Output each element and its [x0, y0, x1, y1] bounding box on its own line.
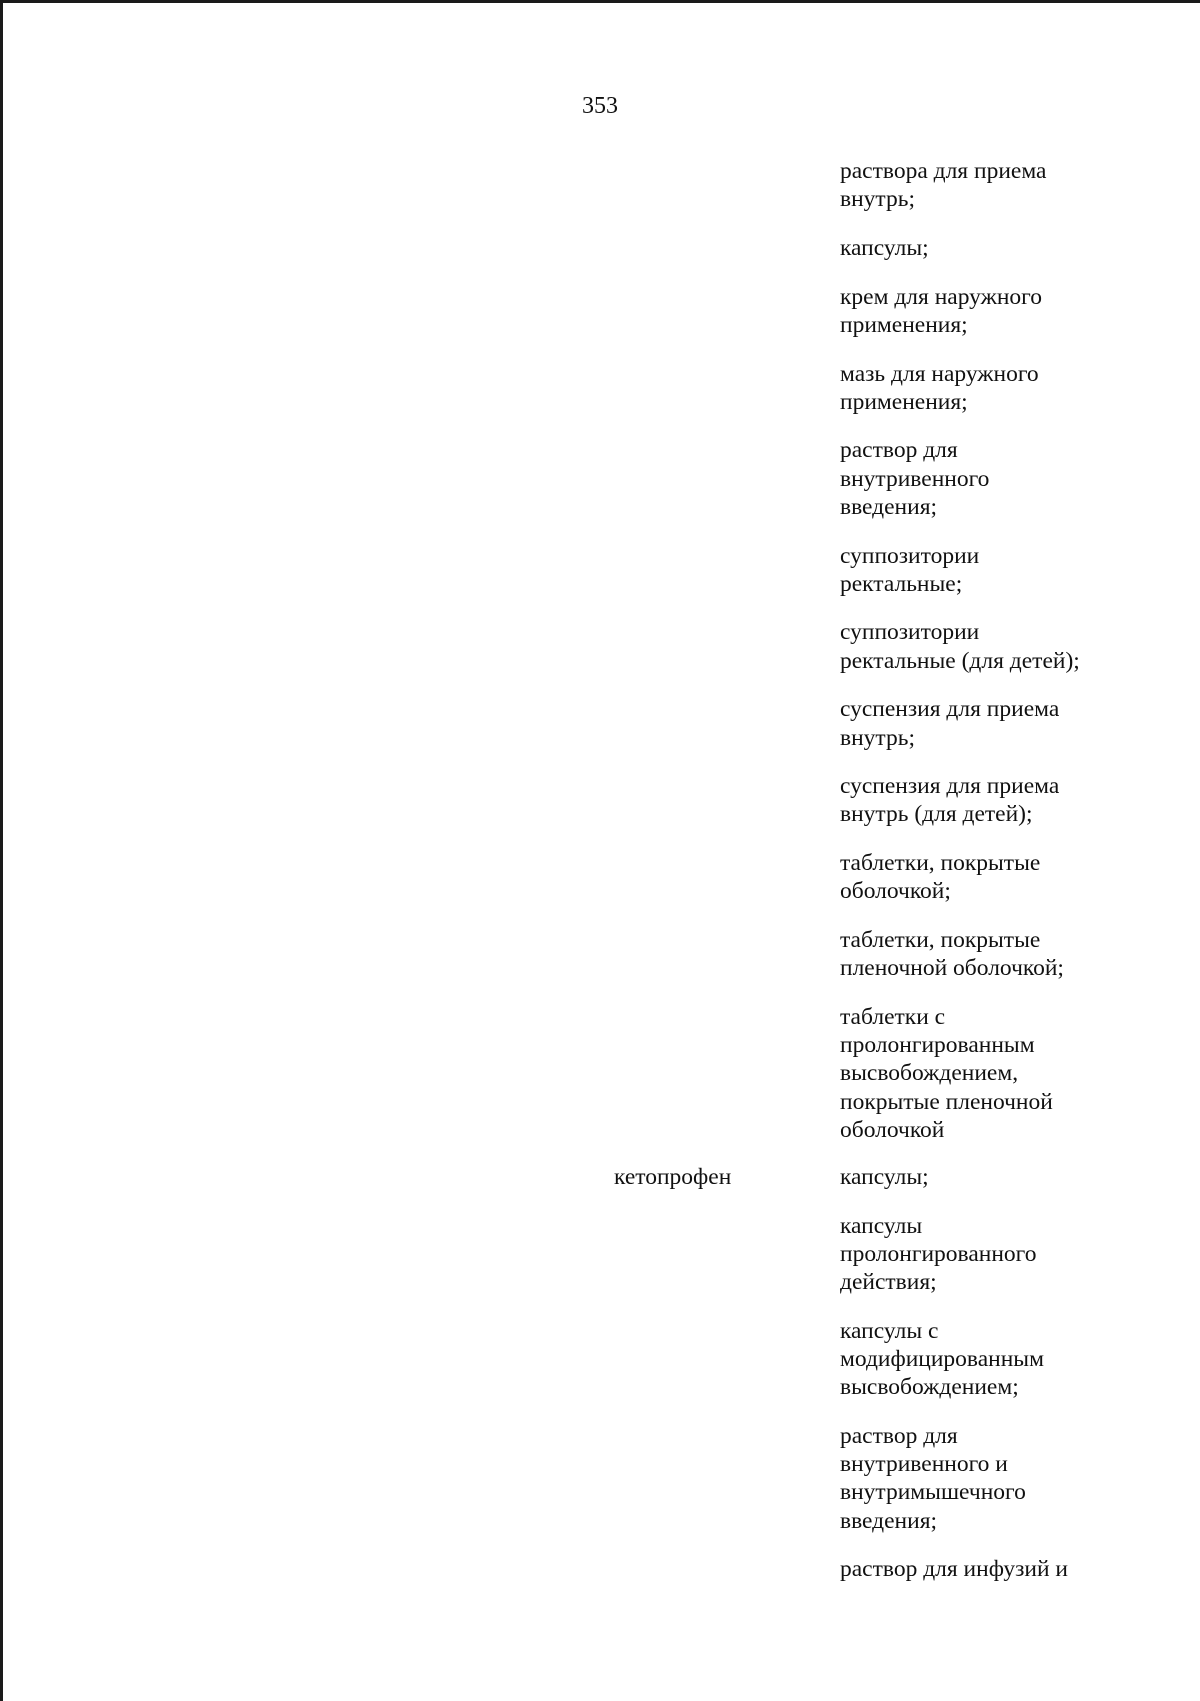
dosage-form-item: капсулы;	[840, 234, 929, 261]
dosage-form-item: суспензия для приема внутрь (для детей);	[840, 773, 1060, 828]
dosage-form-item: таблетки, покрытые пленочной оболочкой;	[840, 927, 1064, 982]
page-left-border	[0, 0, 3, 1701]
dosage-form-item: капсулы;	[840, 1164, 929, 1190]
dosage-form-item: мазь для наружного применения;	[840, 360, 1039, 415]
drug-name: кетопрофен	[614, 1164, 732, 1190]
dosage-form-item: суппозитории ректальные;	[840, 542, 980, 597]
dosage-form-item: раствор для внутривенного введения;	[840, 437, 990, 520]
dosage-form-item: суппозитории ректальные (для детей);	[840, 619, 1080, 674]
dosage-form-item: капсулы пролонгированного действия;	[840, 1212, 1037, 1296]
dosage-form-item: крем для наружного применения;	[840, 283, 1042, 338]
dosage-form-item: суспензия для приема внутрь;	[840, 696, 1060, 751]
page-top-border	[0, 0, 1200, 3]
dosage-form-item: капсулы с модифицированным высвобождением;	[840, 1317, 1044, 1401]
dosage-form-item: раствор для внутривенного и внутримышечного введения;	[840, 1422, 1026, 1534]
page-number: 353	[582, 93, 618, 119]
dosage-form-item: раствора для приема внутрь;	[840, 158, 1047, 213]
dosage-form-item: раствор для инфузий и	[840, 1556, 1068, 1583]
drug-dosage-forms-list	[840, 1163, 1190, 1604]
dosage-form-item: таблетки с пролонгированным высвобождением, покрытые пленочной оболочкой	[840, 1003, 1053, 1143]
continued-dosage-forms-list	[840, 157, 1190, 1164]
dosage-form-item: таблетки, покрытые оболочкой;	[840, 850, 1041, 905]
